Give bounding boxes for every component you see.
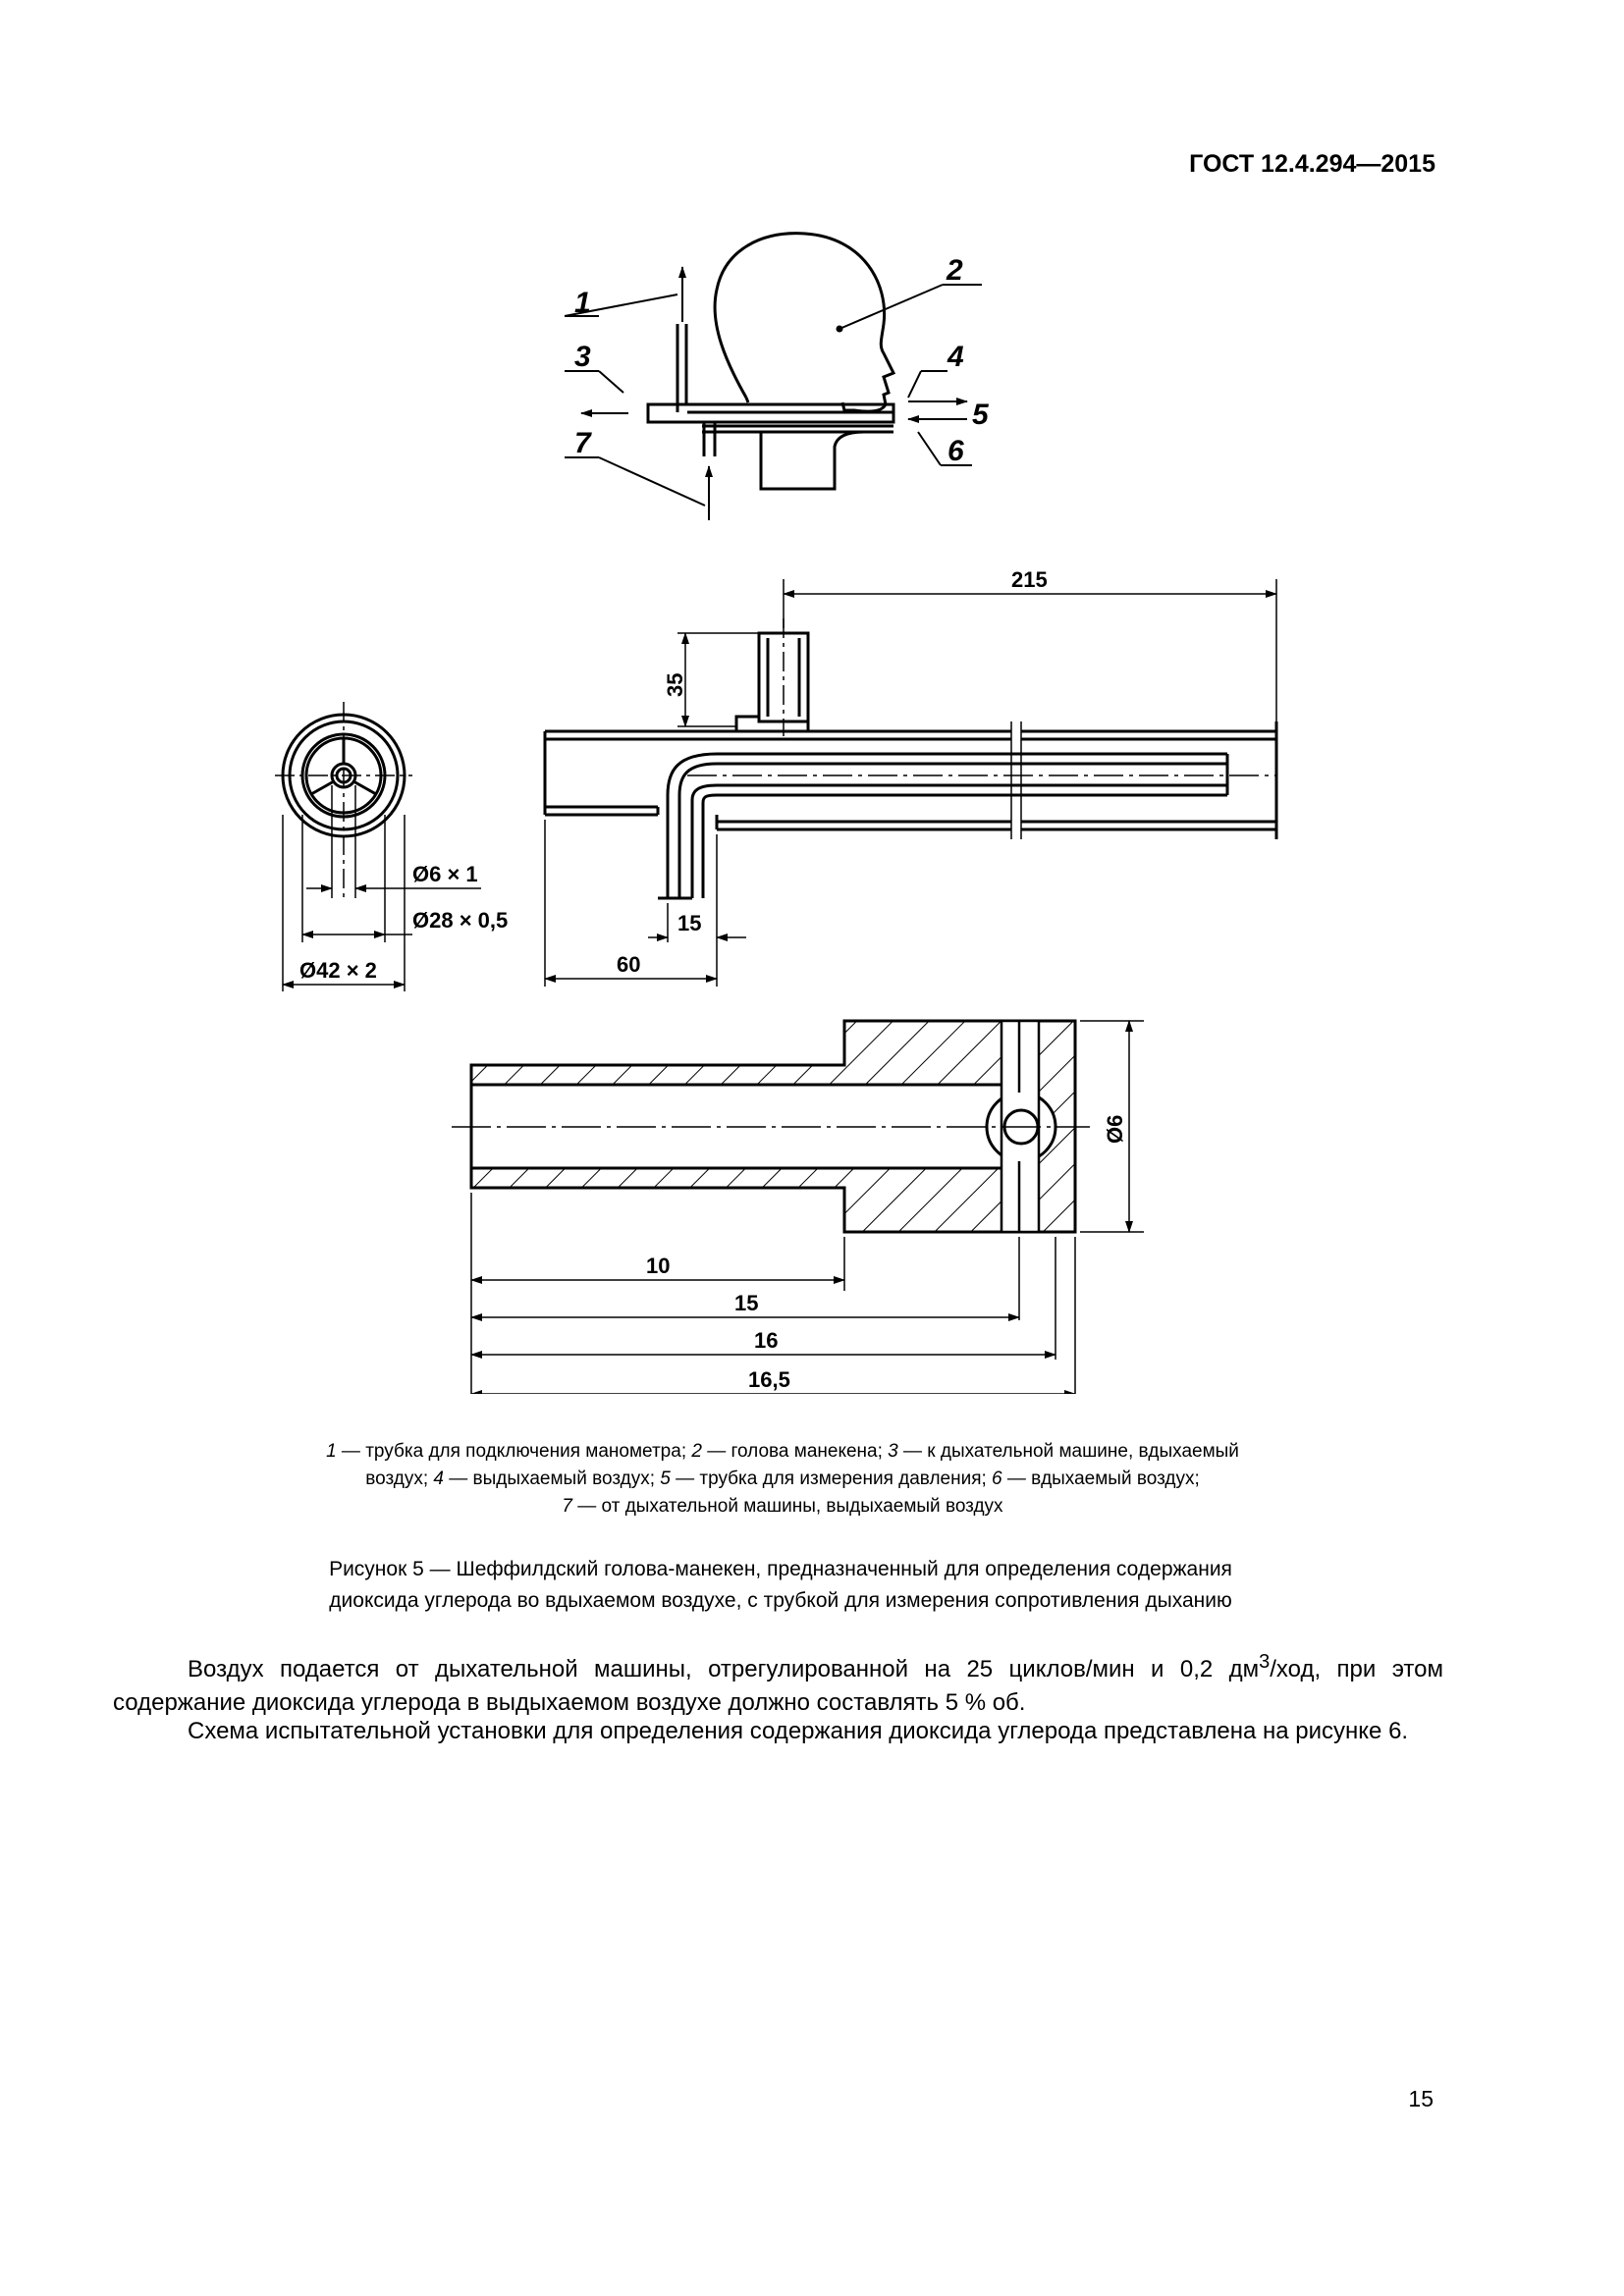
legend-text: воздух; bbox=[365, 1468, 434, 1489]
legend-num: 5 bbox=[660, 1468, 671, 1489]
legend-num: 2 bbox=[691, 1441, 702, 1462]
legend-num: 7 bbox=[562, 1496, 572, 1517]
label-2: 2 bbox=[947, 254, 963, 287]
tube-side-view bbox=[545, 579, 1276, 987]
legend-text: — вдыхаемый воздух; bbox=[1001, 1468, 1200, 1489]
figure-caption bbox=[211, 1554, 1350, 1617]
body-paragraph-2: Схема испытательной установки для определения содержания диоксида углерода представлена на рисунке 6. bbox=[188, 1718, 1409, 1744]
dim-16-5: 16,5 bbox=[748, 1367, 790, 1392]
section-view bbox=[452, 1021, 1144, 1394]
legend-num: 6 bbox=[992, 1468, 1002, 1489]
tube-end-view bbox=[275, 702, 481, 991]
head-diagram bbox=[565, 234, 982, 520]
dim-6x1: Ø6 × 1 bbox=[412, 862, 478, 886]
legend-text: — к дыхательной машине, вдыхаемый bbox=[897, 1441, 1239, 1462]
label-7: 7 bbox=[574, 427, 591, 459]
figure-legend bbox=[226, 1438, 1339, 1521]
dim-60: 60 bbox=[617, 952, 641, 977]
dim-28: Ø28 × 0,5 bbox=[412, 908, 509, 933]
dim-215: 215 bbox=[1011, 567, 1048, 592]
body-paragraph-1 bbox=[113, 1645, 1443, 1720]
caption-line-1: Рисунок 5 — Шеффилдский голова-манекен, предназначенный для определения содержания bbox=[329, 1558, 1232, 1580]
dim-10: 10 bbox=[646, 1254, 671, 1278]
page-number: 15 bbox=[1408, 2086, 1434, 2111]
dim-42: Ø42 × 2 bbox=[299, 958, 377, 983]
label-1: 1 bbox=[574, 287, 591, 319]
dim-d6: Ø6 bbox=[1103, 1114, 1127, 1144]
document-code: ГОСТ 12.4.294—2015 bbox=[1189, 150, 1435, 178]
dim-15: 15 bbox=[734, 1291, 759, 1315]
legend-num: 1 bbox=[326, 1441, 337, 1462]
legend-line-2 bbox=[226, 1466, 1339, 1493]
dim-16: 16 bbox=[754, 1328, 779, 1353]
label-4: 4 bbox=[947, 341, 964, 373]
legend-text: — выдыхаемый воздух; bbox=[444, 1468, 661, 1489]
legend-line-1 bbox=[226, 1438, 1339, 1466]
label-3: 3 bbox=[574, 341, 591, 373]
p1-text-a: Воздух подается от дыхательной машины, отрегулированной на 25 циклов/мин и 0,2 дм bbox=[188, 1656, 1260, 1682]
label-6: 6 bbox=[947, 435, 964, 467]
legend-text: — трубка для измерения давления; bbox=[670, 1468, 993, 1489]
legend-num: 3 bbox=[888, 1441, 898, 1462]
legend-text: — трубка для подключения манометра; bbox=[336, 1441, 692, 1462]
legend-line-3 bbox=[226, 1493, 1339, 1521]
p1-superscript: 3 bbox=[1259, 1651, 1271, 1673]
label-5: 5 bbox=[972, 399, 989, 431]
p1-text-b: /ход, при этом содержание диоксида углерода в выдыхаемом воздухе должно составлять 5 % об. bbox=[113, 1656, 1443, 1716]
legend-text: — от дыхательной машины, выдыхаемый воздух bbox=[572, 1496, 1003, 1517]
dim-35: 35 bbox=[663, 672, 687, 697]
dim-15-tube: 15 bbox=[677, 911, 702, 935]
legend-num: 4 bbox=[433, 1468, 444, 1489]
legend-text: — голова манекена; bbox=[701, 1441, 889, 1462]
caption-line-2: диоксида углерода во вдыхаемом воздухе, с трубкой для измерения сопротивления дыханию bbox=[329, 1589, 1232, 1612]
